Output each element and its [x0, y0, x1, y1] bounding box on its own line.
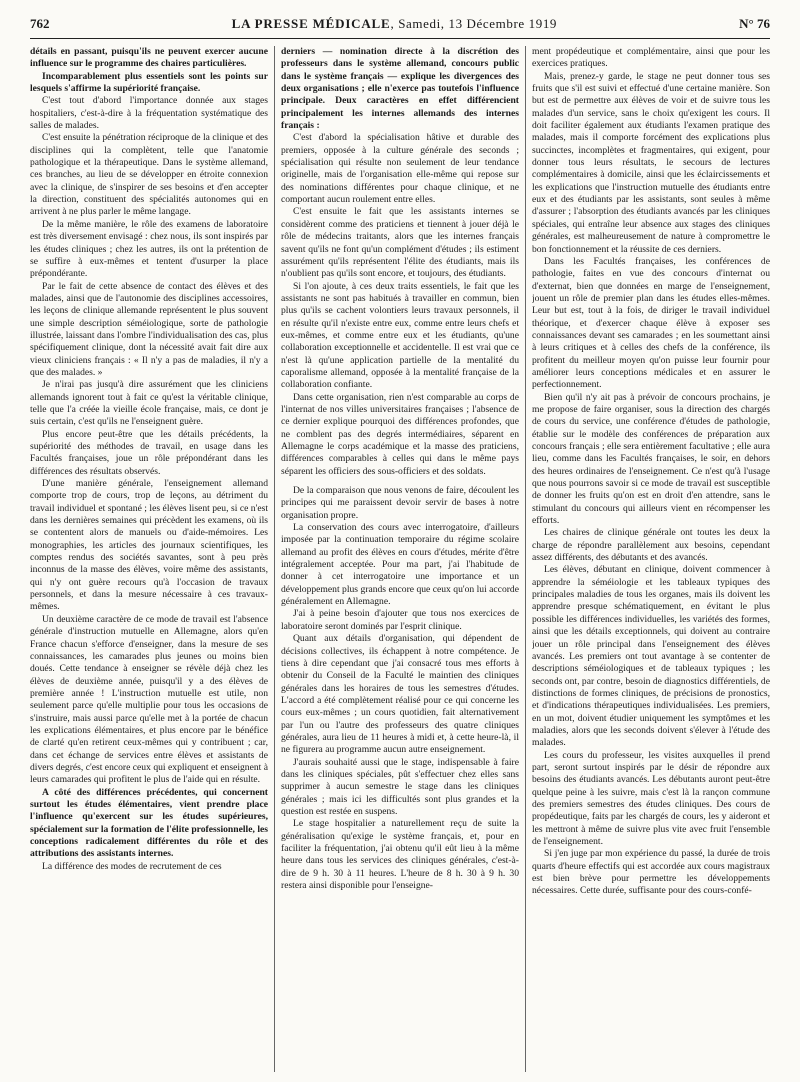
paragraph: J'ai à peine besoin d'ajouter que tous nos exercices de laboratoire seront dominés par l'esprit clinique.	[281, 608, 519, 632]
page-header	[30, 16, 770, 39]
column-divider	[274, 46, 275, 1072]
paragraph: Les chaires de clinique générale ont toutes les deux la charge de répondre parallèlement aux besoins, cependant assez différents, des débutants et des avancés.	[532, 527, 770, 564]
article-columns	[30, 46, 772, 1072]
paragraph: C'est tout d'abord l'importance donnée aux stages hospitaliers, c'est-à-dire à la fréquentation systématique des salles de malades.	[30, 95, 268, 132]
paragraph: De la même manière, le rôle des examens de laboratoire est très diversement envisagé : chez nous, ils sont inspirés par les études cliniques ; chez les autres, ils ont la prétention de se suffire à eux-mêmes et tentent d'usurper la place prépondérante.	[30, 218, 268, 280]
paragraph: Le stage hospitalier a naturellement reçu de suite la généralisation qu'exige le système français, et, pour en faciliter la fréquentation, j'ai obtenu qu'il eût lieu à la même heure dans tous les services des cliniques générales, c'est-à-dire de 9 h. 30 à 11 heures. L'heure de 8 h. 30 à 9 h. 30 restera ainsi disponible pour l'enseigne-	[281, 818, 519, 892]
paragraph: ment propédeutique et complémentaire, ainsi que pour les exercices pratiques.	[532, 46, 770, 70]
paragraph: Bien qu'il n'y ait pas à prévoir de concours prochains, je me propose de faire organiser, sous la direction des chargés de cours du service, une conférence d'études de pathologie, établie sur le modèle des conférences de préparation aux concours français ; elle sera entièrement facultative ; elle aura lieu, comme dans les Facultés françaises, le soir, en dehors des heures ordinaires de l'enseignement. Ce n'est qu'à l'usage que nous pourrons savoir si ce mode de travail est susceptible de donner les fruits qu'on est en droit d'en attendre, sans le stimulant du concours qui ailleurs vient en récompenser les efforts.	[532, 391, 770, 527]
paragraph: Dans les Facultés françaises, les conférences de pathologie, faites en vue des concours d'internat ou d'externat, bien que données en marge de l'enseignement, jouent un rôle de premier plan dans les études elles-mêmes. Leur but est, tout à la fois, de diriger le travail individuel théorique, et d'exercer chaque élève à exposer ses connaissances devant ses camarades ; en les soumettant ainsi à leurs critiques et à celles des chefs de la conférence, ils profitent du meilleur moyen qu'on puisse leur fournir pour améliorer leurs conceptions médicales et en assurer le perfectionnement.	[532, 255, 770, 391]
paragraph: D'une manière générale, l'enseignement allemand comporte trop de cours, trop de leçons, au détriment du travail individuel et spontané ; les élèves lisent peu, si ce n'est dans les dernières semaines qui précèdent les examens, où ils se contentent alors de manuels ou d'aide-mémoires. Les monographies, les articles des journaux scientifiques, les comptes rendus des sociétés savantes, sont à peu près inconnus de la masse des élèves, voire même des assistants, qui n'y ont guère recours qu'à l'occasion de travaux personnels, et dans la mesure nécessaire à ces travaux-mêmes.	[30, 478, 268, 613]
paragraph: Incomparablement plus essentiels sont les points sur lesquels s'affirme la supériorité française.	[30, 70, 268, 95]
paragraph: derniers — nomination directe à la discrétion des professeurs dans le système allemand, concours public dans le système français — explique les divergences des deux organisations ; elle n'exerce pas toutefois l'influence principale. Deux caractères en effet différencient principalement les internes allemands des internes français :	[281, 46, 519, 132]
paragraph: C'est ensuite le fait que les assistants internes se considèrent comme des praticiens et tiennent à jouer déjà le rôle de médecins traitants, alors que les internes français savent qu'ils ne font qu'un complément d'études ; ils estiment assurément qu'ils représentent l'élite des étudiants, mais ils n'oublient pas qu'ils sont encore, et toujours, des étudiants.	[281, 206, 519, 280]
paragraph: Si l'on ajoute, à ces deux traits essentiels, le fait que les assistants ne sont pas habitués à travailler en commun, bien plus qu'ils se cachent volontiers leurs travaux personnels, il en résulte qu'il n'existe entre eux, comme entre leurs chefs et eux-mêmes, et comme entre eux et les étudiants, qu'une collaboration exceptionnelle et accidentelle. Il est vrai que ce n'est là qu'une application partielle de la mentalité du caporalisme allemand, opposée à la mentalité française de la collaboration confiante.	[281, 280, 519, 391]
column-3	[532, 46, 770, 1072]
issue-number: N° 76	[739, 16, 770, 31]
paragraph: Si j'en juge par mon expérience du passé, la durée de trois quarts d'heure effectifs qui est accordée aux cours magistraux est bien brève pour permettre les développements nécessaires. Cette durée, suffisante pour des cours-confé-	[532, 848, 770, 897]
paragraph: A côté des différences précédentes, qui concernent surtout les études élémentaires, vient prendre place l'influence qu'exercent sur les études supérieures, spécialement sur la formation de l'élite professionnelle, les conceptions radicalement différentes du rôle et des attributions des assistants internes.	[30, 786, 268, 860]
paragraph: Dans cette organisation, rien n'est comparable au corps de l'internat de nos villes universitaires françaises ; l'absence de ce dernier explique pourquoi des différences profondes, que ne comblent pas des degrés intermédiaires, séparent en Allemagne le corps académique et la masse des praticiens, différences comparables à celles qui dans le même pays séparent les officiers des sous-officiers et des soldats.	[281, 391, 519, 477]
paragraph: La différence des modes de recrutement de ces	[42, 860, 222, 872]
journal-name: LA PRESSE MÉDICALE	[231, 16, 391, 31]
column-1	[30, 46, 268, 1072]
column-divider	[525, 46, 526, 1072]
paragraph: La conservation des cours avec interrogatoire, d'ailleurs imposée par la continuation temporaire du régime scolaire allemand au profit des élèves en cours d'études, mérite d'être intégralement acceptée. Pour ma part, j'ai l'habitude de donner à cet interrogatoire une importance et un développement plus grands encore que ceux qu'on lui accorde généralement en Allemagne.	[281, 522, 519, 608]
paragraph: Plus encore peut-être que les détails précédents, la supériorité des méthodes de travail, en usage dans les Facultés françaises, joue un rôle prépondérant dans les différences des résultats observés.	[30, 428, 268, 477]
paragraph: Un deuxième caractère de ce mode de travail est l'absence générale d'instruction mutuelle en Allemagne, alors qu'en France chacun s'efforce d'enseigner, dans la mesure de ses connaissances, les camarades plus jeunes ou moins bien doués. Cette tendance à enseigner se révèle déjà chez les élèves de deuxième année, puisqu'il y a des élèves de première année ! L'instruction mutuelle est utile, non seulement parce qu'elle multiplie pour tous les occasions de s'instruire, mais aussi parce qu'elle met à la portée de chacun les explications élémentaires, et plus encore par le bénéfice de clarté qu'en retirent ceux-mêmes qui y contribuent ; car, dans cet échange de services entre élèves et assistants de divers degrés, c'est encore ceux qui expliquent et enseignent à leurs camarades qui profitent le plus de l'aide qui en résulte.	[30, 613, 268, 786]
paragraph: Les cours du professeur, les visites auxquelles il prend part, seront surtout inspirés par le désir de répondre aux besoins des étudiants avancés. Les débutants auront peut-être quelque peine à les suivre, mais c'est là la rançon commune des premiers semestres des études cliniques. Des cours de propédeutique, faits par les chargés de cours, les y aideront et les mettront à même de suivre plus vite avec fruit l'ensemble de l'enseignement.	[532, 749, 770, 847]
paragraph: J'aurais souhaité aussi que le stage, indispensable à faire dans les cliniques spéciales, pût s'effectuer chez elles sans supprimer à aucun semestre le stage dans les cliniques générales ; mais ici les difficultés sont plus grandes et la question est restée en suspens.	[281, 756, 519, 817]
paragraph: De la comparaison que nous venons de faire, découlent les principes qui me paraissent devoir servir de bases à notre organisation propre.	[281, 485, 519, 521]
paragraph: Les élèves, débutant en clinique, doivent commencer à apprendre la séméiologie et les tableaux typiques des principales maladies de tous les organes, mais ils doivent les apprendre presque schématiquement, en évitant le plus possible les différences individuelles, les variétés des formes, ainsi que les détails exceptionnels, qui doivent au contraire jouer un rôle principal dans l'enseignement des élèves avancés. Les premiers ont tout avantage à se contenter de descriptions séméiologiques et de tableaux typiques ; les seconds ont, par contre, besoin de diagnostics différentiels, de distinctions de formes cliniques, de précisions de pronostics, et d'indications thérapeutiques individualisées. Les premiers, en un mot, doivent étudier uniquement les symptômes et les maladies, alors que les seconds doivent s'élever à l'étude des malades.	[532, 564, 770, 749]
paragraph: C'est ensuite la pénétration réciproque de la clinique et des disciplines qui la complètent, telle que l'anatomie pathologique et la thérapeutique. Dans le système allemand, ces branches, au lieu de se développer en étroite connexion avec la clinique, de s'inspirer de ses besoins et d'en accepter la direction, constituent des spécialités autonomes qui en arrivent à ne plus parler le même langage.	[30, 132, 268, 218]
journal-title-line	[232, 16, 557, 32]
paragraph: Je n'irai pas jusqu'à dire assurément que les cliniciens allemands ignorent tout à fait ce qu'est la véritable clinique, telle que l'a créée la vieille école française, mais, ce dont je suis certain, c'est qu'ils ne l'enseignent guère.	[30, 379, 268, 428]
paragraph: Mais, prenez-y garde, le stage ne peut donner tous ses fruits que s'il est suivi et effectué d'une certaine manière. Son but est de permettre aux élèves de voir et de suivre tous les malades d'un service, sans le choix qu'exigent les cours. Il doit faciliter également aux étudiants l'examen pratique des malades, mais il comporte forcément des explications plus succinctes, incomplètes et fragmentaires, qui exigent, pour donner tous leurs résultats, le secours de lectures complémentaires à domicile, ainsi que les éclaircissements et les explications que l'instruction mutuelle des étudiants entre eux et des étudiants par les assistants, sont seules à même d'assurer ; l'absorption des étudiants avancés par les cliniques spéciales, qui entraîne leur absence aux stages des cliniques générales, est malheureusement de nature à compromettre le bon fonctionnement et la réussite de ces derniers.	[532, 70, 770, 255]
page-number: 762	[30, 16, 50, 31]
paragraph: C'est d'abord la spécialisation hâtive et durable des premiers, opposée à la culture générale des seconds ; spécialisation qui résulte non seulement de leur tendance originelle, mais de l'organisation elle-même qui repose sur des nominations différentes pour chaque clinique, et ne comportant aucun roulement entre elles.	[281, 132, 519, 206]
paragraph: Par le fait de cette absence de contact des élèves et des malades, ainsi que de l'autonomie des disciplines accessoires, les leçons de clinique allemande représentent le plus souvent une simple description séméiologique, sorte de pathologie illustrée, laissant dans l'ombre l'individualisation des cas, plus spécifiquement clinique, dont la nécessité avait fait dire aux vieux cliniciens français : « Il n'y a pas de maladies, il n'y a que des malades. »	[30, 280, 268, 378]
column-2	[281, 46, 519, 1072]
paragraph: détails en passant, puisqu'ils ne peuvent exercer aucune influence sur le programme des chaires particulières.	[30, 46, 268, 70]
paragraph: Quant aux détails d'organisation, qui dépendent de décisions collectives, ils échappent à notre compétence. Je tiens à dire cependant que j'ai consacré tous mes efforts à obtenir du Conseil de la Faculté le maintien des cliniques générales dans les horaires de tous les semestres d'études. L'accord a été complètement réalisé pour ce qui concerne les cours eux-mêmes ; un cours quotidien, fait alternativement par l'un ou l'autre des professeurs des quatre cliniques générales, aura lieu de 11 heures à midi et, à cette heure-là, il ne figurera au programme aucun autre enseignement.	[281, 633, 519, 756]
issue-date: , Samedi, 13 Décembre 1919	[390, 16, 558, 31]
